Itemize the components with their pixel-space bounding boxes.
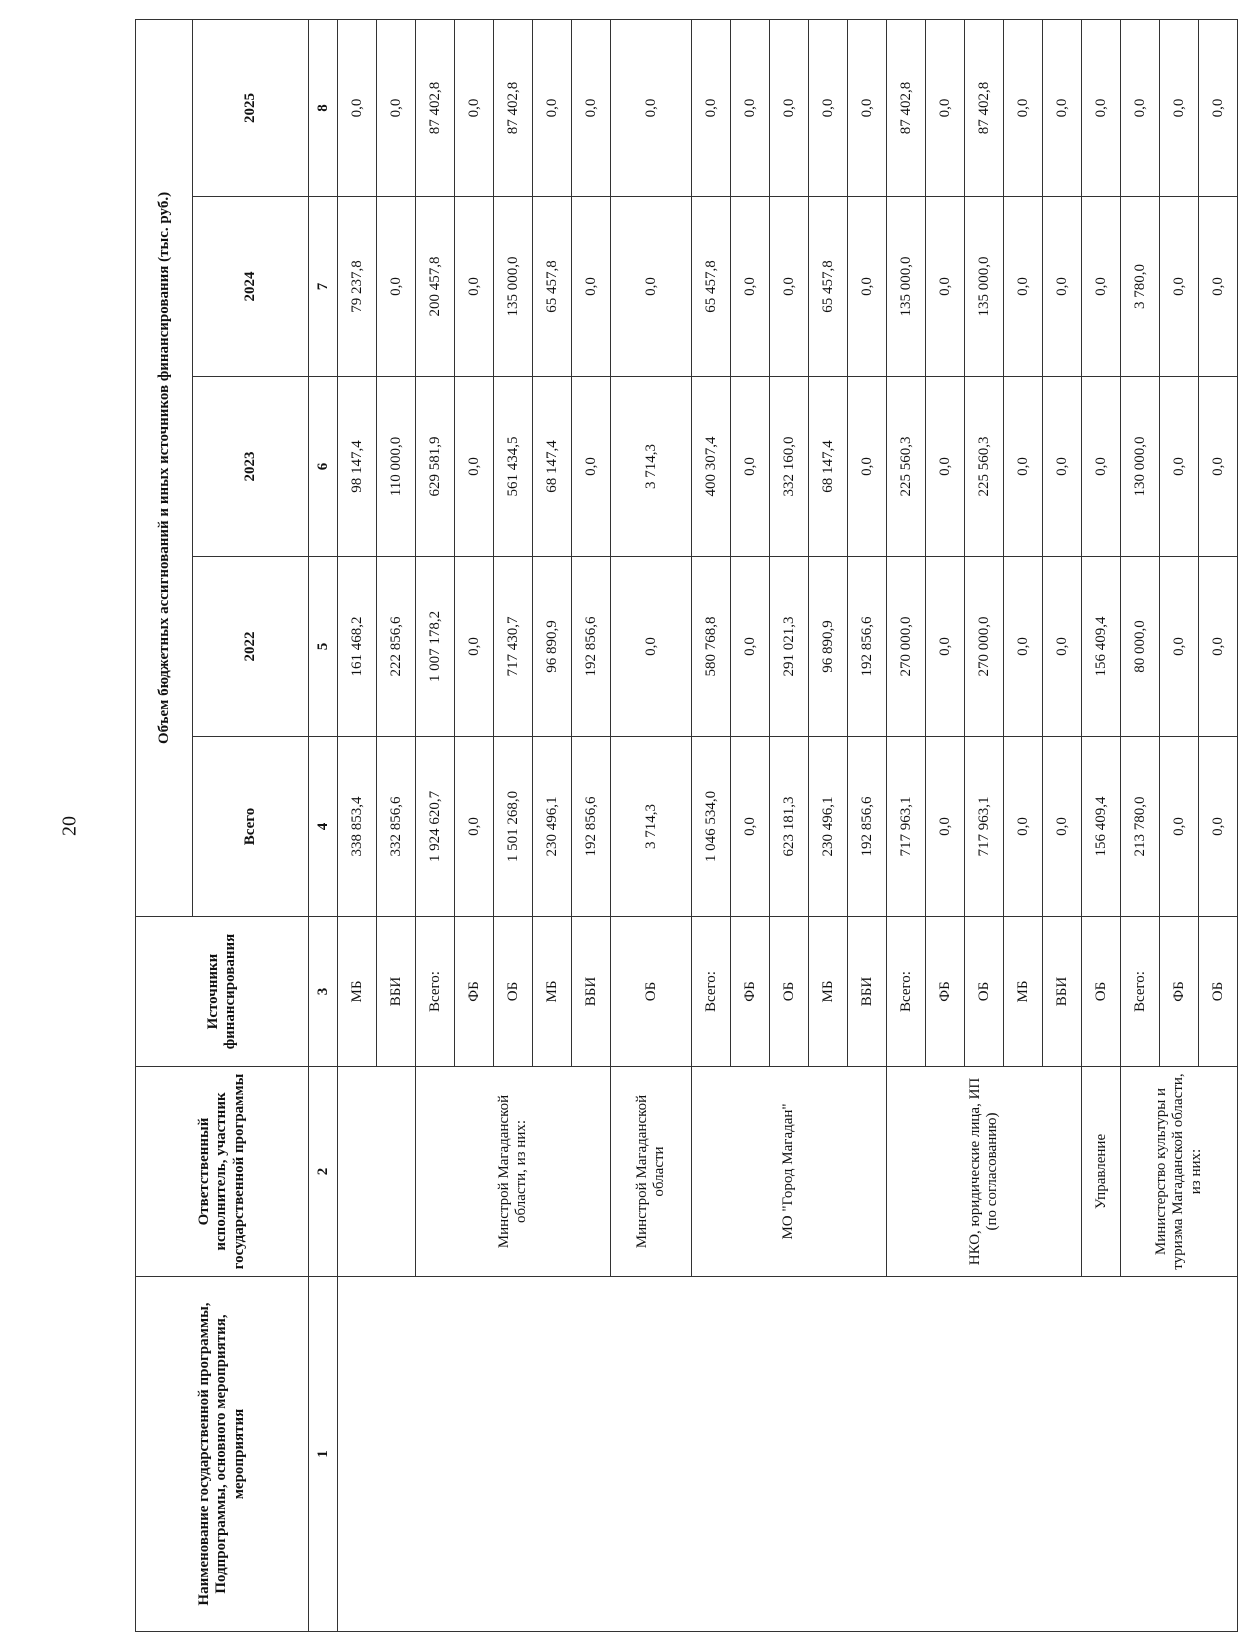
value-cell: 225 560,3 bbox=[965, 377, 1004, 557]
header-2025: 2025 bbox=[193, 19, 309, 196]
value-cell: 1 924 620,7 bbox=[416, 737, 455, 917]
value-cell: 338 853,4 bbox=[338, 737, 377, 917]
value-cell: 332 856,6 bbox=[377, 737, 416, 917]
value-cell: 0,0 bbox=[1043, 557, 1082, 737]
source-cell: Всего: bbox=[692, 917, 731, 1067]
value-cell: 1 501 268,0 bbox=[494, 737, 533, 917]
value-cell: 192 856,6 bbox=[848, 737, 887, 917]
value-cell: 717 963,1 bbox=[965, 737, 1004, 917]
source-cell: ФБ bbox=[1160, 917, 1199, 1067]
value-cell: 0,0 bbox=[1082, 19, 1121, 196]
source-cell: ФБ bbox=[731, 917, 770, 1067]
value-cell: 161 468,2 bbox=[338, 557, 377, 737]
header-funding-group: Объем бюджетных ассигнований и иных источников финансирования (тыс. руб.) bbox=[136, 19, 193, 916]
executor-minstroy-1: Минстрой Магаданской области, из них: bbox=[416, 1067, 611, 1277]
program-name-cell bbox=[338, 1277, 1238, 1632]
value-cell: 156 409,4 bbox=[1082, 737, 1121, 917]
value-cell: 0,0 bbox=[770, 19, 809, 196]
value-cell: 0,0 bbox=[926, 737, 965, 917]
value-cell: 1 007 178,2 bbox=[416, 557, 455, 737]
source-cell: МБ bbox=[338, 917, 377, 1067]
executor-upravlenie: Управление bbox=[1082, 1067, 1121, 1277]
value-cell: 0,0 bbox=[1004, 377, 1043, 557]
value-cell: 0,0 bbox=[455, 197, 494, 377]
value-cell: 0,0 bbox=[770, 197, 809, 377]
value-cell: 0,0 bbox=[809, 19, 848, 196]
value-cell: 0,0 bbox=[1121, 19, 1160, 196]
value-cell: 135 000,0 bbox=[494, 197, 533, 377]
value-cell: 222 856,6 bbox=[377, 557, 416, 737]
value-cell: 0,0 bbox=[1160, 197, 1199, 377]
value-cell: 65 457,8 bbox=[692, 197, 731, 377]
header-2023: 2023 bbox=[193, 377, 309, 557]
value-cell: 87 402,8 bbox=[494, 19, 533, 196]
value-cell: 0,0 bbox=[572, 197, 611, 377]
value-cell: 3 714,3 bbox=[611, 737, 692, 917]
table-row bbox=[338, 19, 377, 1631]
executor-blank bbox=[338, 1067, 416, 1277]
source-cell: ФБ bbox=[455, 917, 494, 1067]
value-cell: 0,0 bbox=[926, 197, 965, 377]
value-cell: 230 496,1 bbox=[809, 737, 848, 917]
value-cell: 0,0 bbox=[1004, 737, 1043, 917]
col-number: 2 bbox=[309, 1067, 338, 1277]
value-cell: 0,0 bbox=[572, 19, 611, 196]
value-cell: 629 581,9 bbox=[416, 377, 455, 557]
source-cell: МБ bbox=[1004, 917, 1043, 1067]
value-cell: 0,0 bbox=[848, 197, 887, 377]
value-cell: 580 768,8 bbox=[692, 557, 731, 737]
source-cell: ВБИ bbox=[848, 917, 887, 1067]
value-cell: 0,0 bbox=[692, 19, 731, 196]
source-cell: Всего: bbox=[887, 917, 926, 1067]
source-cell: ОБ bbox=[770, 917, 809, 1067]
value-cell: 561 434,5 bbox=[494, 377, 533, 557]
col-number: 4 bbox=[309, 737, 338, 917]
source-cell: ОБ bbox=[494, 917, 533, 1067]
value-cell: 200 457,8 bbox=[416, 197, 455, 377]
value-cell: 0,0 bbox=[1199, 197, 1238, 377]
value-cell: 130 000,0 bbox=[1121, 377, 1160, 557]
value-cell: 0,0 bbox=[926, 377, 965, 557]
value-cell: 0,0 bbox=[1199, 737, 1238, 917]
value-cell: 0,0 bbox=[455, 19, 494, 196]
value-cell: 0,0 bbox=[1043, 737, 1082, 917]
value-cell: 0,0 bbox=[611, 19, 692, 196]
value-cell: 68 147,4 bbox=[533, 377, 572, 557]
value-cell: 717 963,1 bbox=[887, 737, 926, 917]
header-total: Всего bbox=[193, 737, 309, 917]
source-cell: Всего: bbox=[1121, 917, 1160, 1067]
value-cell: 0,0 bbox=[533, 19, 572, 196]
funding-table bbox=[135, 19, 1238, 1632]
executor-minkult: Министерство культуры и туризма Магаданской области, из них: bbox=[1121, 1067, 1238, 1277]
value-cell: 0,0 bbox=[377, 19, 416, 196]
value-cell: 332 160,0 bbox=[770, 377, 809, 557]
value-cell: 192 856,6 bbox=[572, 737, 611, 917]
value-cell: 623 181,3 bbox=[770, 737, 809, 917]
value-cell: 0,0 bbox=[1004, 557, 1043, 737]
value-cell: 213 780,0 bbox=[1121, 737, 1160, 917]
value-cell: 0,0 bbox=[1160, 19, 1199, 196]
value-cell: 717 430,7 bbox=[494, 557, 533, 737]
source-cell: ОБ bbox=[965, 917, 1004, 1067]
value-cell: 65 457,8 bbox=[809, 197, 848, 377]
source-cell: МБ bbox=[533, 917, 572, 1067]
executor-nko: НКО, юридические лица, ИП (по согласованию) bbox=[887, 1067, 1082, 1277]
value-cell: 0,0 bbox=[611, 557, 692, 737]
value-cell: 0,0 bbox=[926, 19, 965, 196]
value-cell: 0,0 bbox=[572, 377, 611, 557]
column-number-row bbox=[309, 19, 338, 1631]
value-cell: 0,0 bbox=[731, 197, 770, 377]
value-cell: 0,0 bbox=[1199, 19, 1238, 196]
value-cell: 0,0 bbox=[1160, 737, 1199, 917]
col-number: 7 bbox=[309, 197, 338, 377]
value-cell: 96 890,9 bbox=[809, 557, 848, 737]
value-cell: 80 000,0 bbox=[1121, 557, 1160, 737]
value-cell: 87 402,8 bbox=[887, 19, 926, 196]
header-2022: 2022 bbox=[193, 557, 309, 737]
value-cell: 0,0 bbox=[1043, 19, 1082, 196]
value-cell: 96 890,9 bbox=[533, 557, 572, 737]
source-cell: МБ bbox=[809, 917, 848, 1067]
value-cell: 225 560,3 bbox=[887, 377, 926, 557]
value-cell: 0,0 bbox=[1160, 557, 1199, 737]
source-cell: ВБИ bbox=[572, 917, 611, 1067]
value-cell: 0,0 bbox=[1082, 197, 1121, 377]
source-cell: ОБ bbox=[1199, 917, 1238, 1067]
value-cell: 0,0 bbox=[1082, 377, 1121, 557]
value-cell: 68 147,4 bbox=[809, 377, 848, 557]
header-row-1 bbox=[136, 19, 193, 1631]
value-cell: 0,0 bbox=[731, 737, 770, 917]
value-cell: 0,0 bbox=[455, 737, 494, 917]
value-cell: 0,0 bbox=[455, 557, 494, 737]
header-col2: Ответственный исполнитель, участник государственной программы bbox=[136, 1067, 309, 1277]
value-cell: 3 714,3 bbox=[611, 377, 692, 557]
value-cell: 270 000,0 bbox=[965, 557, 1004, 737]
value-cell: 270 000,0 bbox=[887, 557, 926, 737]
value-cell: 291 021,3 bbox=[770, 557, 809, 737]
source-cell: ВБИ bbox=[1043, 917, 1082, 1067]
value-cell: 135 000,0 bbox=[965, 197, 1004, 377]
value-cell: 87 402,8 bbox=[416, 19, 455, 196]
value-cell: 98 147,4 bbox=[338, 377, 377, 557]
value-cell: 0,0 bbox=[1004, 197, 1043, 377]
value-cell: 0,0 bbox=[731, 377, 770, 557]
value-cell: 79 237,8 bbox=[338, 197, 377, 377]
header-col1: Наименование государственной программы, Подпрограммы, основного мероприятия, мероприятия bbox=[136, 1277, 309, 1632]
value-cell: 87 402,8 bbox=[965, 19, 1004, 196]
value-cell: 0,0 bbox=[1043, 377, 1082, 557]
value-cell: 156 409,4 bbox=[1082, 557, 1121, 737]
col-number: 6 bbox=[309, 377, 338, 557]
source-cell: Всего: bbox=[416, 917, 455, 1067]
source-cell: ОБ bbox=[1082, 917, 1121, 1067]
header-2024: 2024 bbox=[193, 197, 309, 377]
value-cell: 3 780,0 bbox=[1121, 197, 1160, 377]
value-cell: 0,0 bbox=[1160, 377, 1199, 557]
value-cell: 0,0 bbox=[731, 19, 770, 196]
value-cell: 0,0 bbox=[848, 19, 887, 196]
value-cell: 135 000,0 bbox=[887, 197, 926, 377]
value-cell: 0,0 bbox=[1199, 557, 1238, 737]
value-cell: 0,0 bbox=[848, 377, 887, 557]
col-number: 1 bbox=[309, 1277, 338, 1632]
col-number: 3 bbox=[309, 917, 338, 1067]
value-cell: 0,0 bbox=[1004, 19, 1043, 196]
value-cell: 0,0 bbox=[1043, 197, 1082, 377]
value-cell: 192 856,6 bbox=[848, 557, 887, 737]
value-cell: 230 496,1 bbox=[533, 737, 572, 917]
header-col3: Источники финансирования bbox=[136, 917, 309, 1067]
page-number: 20 bbox=[58, 816, 81, 836]
value-cell: 0,0 bbox=[1199, 377, 1238, 557]
source-cell: ВБИ bbox=[377, 917, 416, 1067]
value-cell: 192 856,6 bbox=[572, 557, 611, 737]
value-cell: 65 457,8 bbox=[533, 197, 572, 377]
executor-mo-magadan: МО "Город Магадан" bbox=[692, 1067, 887, 1277]
value-cell: 110 000,0 bbox=[377, 377, 416, 557]
value-cell: 0,0 bbox=[926, 557, 965, 737]
col-number: 8 bbox=[309, 19, 338, 196]
executor-minstroy-2: Минстрой Магаданской области bbox=[611, 1067, 692, 1277]
value-cell: 0,0 bbox=[377, 197, 416, 377]
col-number: 5 bbox=[309, 557, 338, 737]
value-cell: 1 046 534,0 bbox=[692, 737, 731, 917]
value-cell: 400 307,4 bbox=[692, 377, 731, 557]
value-cell: 0,0 bbox=[731, 557, 770, 737]
value-cell: 0,0 bbox=[338, 19, 377, 196]
source-cell: ФБ bbox=[926, 917, 965, 1067]
source-cell: ОБ bbox=[611, 917, 692, 1067]
value-cell: 0,0 bbox=[611, 197, 692, 377]
value-cell: 0,0 bbox=[455, 377, 494, 557]
